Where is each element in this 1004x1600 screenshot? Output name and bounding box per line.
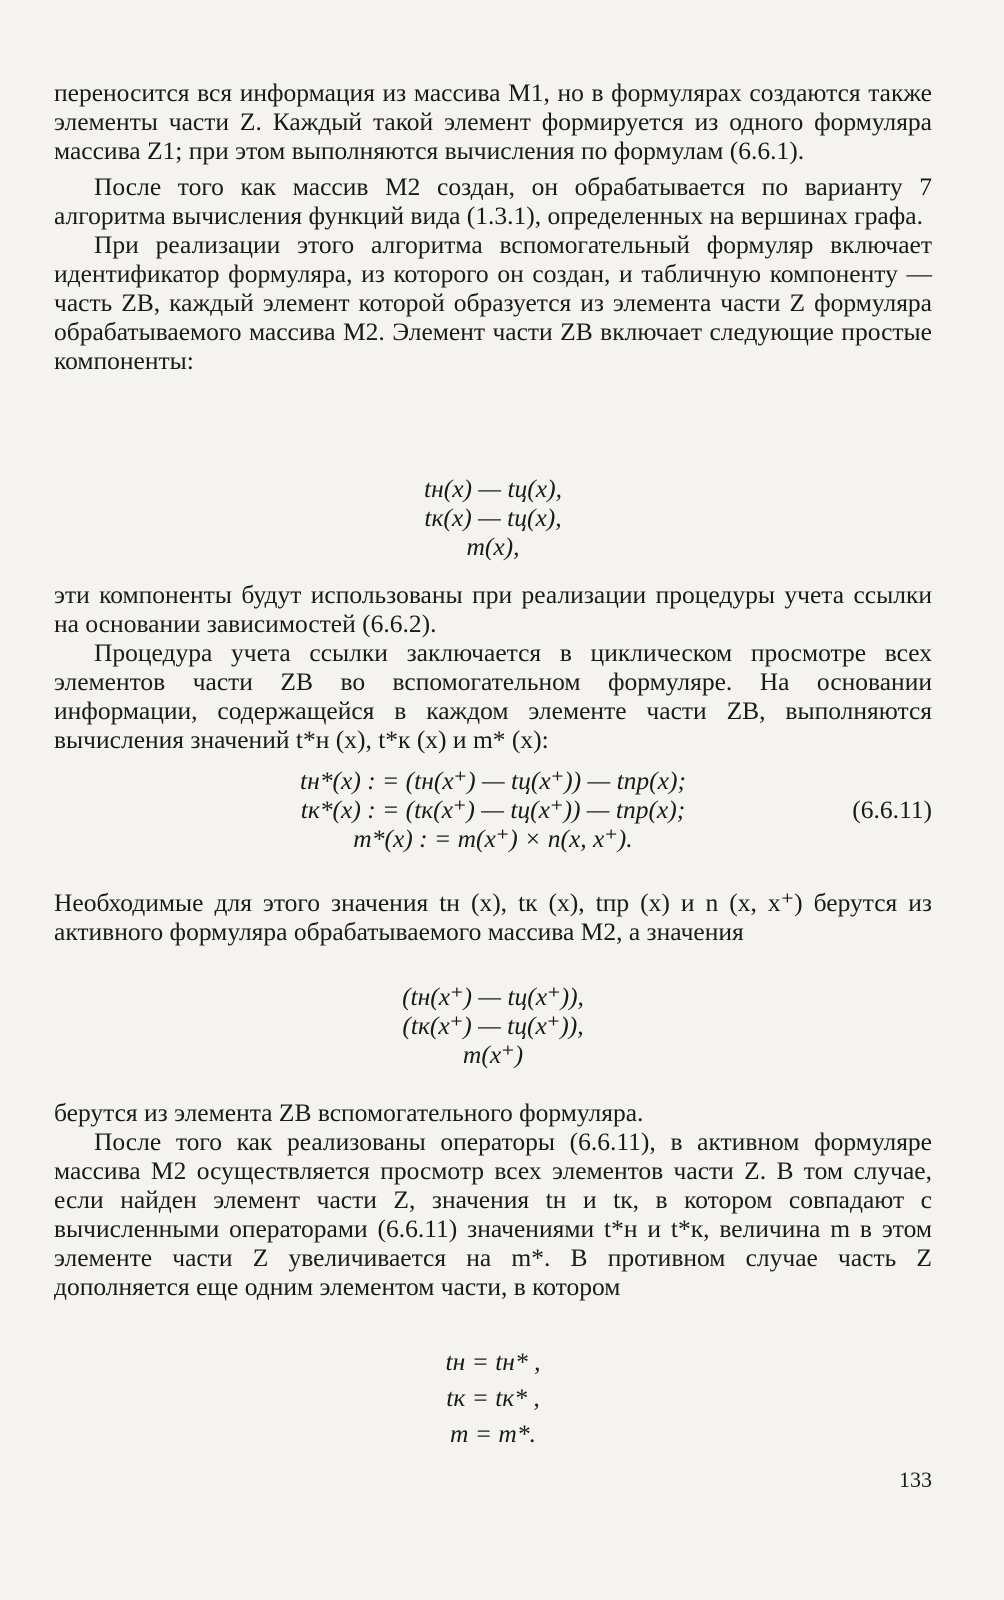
formula-line: (tн(x⁺) — tц(x⁺)), <box>402 982 584 1011</box>
paragraph-8: После того как реализованы операторы (6.6.11), в активном формуляре массива М2 осуществляется просмотр всех элементов части Z. В том случае, если найден элемент части Z, значения tн и tк, в котором совпадают с вычисленными операторами (6.6.11) значениями t*н и t*к, величина m в этом элементе части Z увеличивается на m*. В противном случае часть Z дополняется еще одним элементом части, в котором <box>54 1127 932 1301</box>
formula-line: tн(x) — tц(x), <box>424 474 562 503</box>
text-block-values <box>54 888 932 946</box>
formula-line: m(x⁺) <box>462 1040 524 1069</box>
formula-line: m(x), <box>466 532 520 561</box>
formula-block-2 <box>54 766 932 853</box>
formula-text: tк*(x) : = (tк(x⁺) — tц(x⁺)) — tпр(x); <box>300 795 686 824</box>
text-block-bottom <box>54 1098 932 1301</box>
formula-block-1 <box>54 474 932 561</box>
formula-block-3 <box>54 982 932 1069</box>
formula-line: m*(x) : = m(x⁺) × n(x, x⁺). <box>353 824 633 853</box>
page-number: 133 <box>899 1467 932 1492</box>
formula-line: tк = tк* , <box>446 1383 540 1412</box>
text-block-top <box>54 78 932 375</box>
paragraph-7: берутся из элемента ZB вспомогательного формуляра. <box>54 1098 644 1127</box>
paragraph-2: После того как массив М2 создан, он обрабатывается по варианту 7 алгоритма вычисления функций вида (1.3.1), определенных на вершинах графа. <box>54 172 932 230</box>
paragraph-5: Процедура учета ссылки заключается в циклическом просмотре всех элементов части ZB во вспомогательном формуляре. На основании информации, содержащейся в каждом элементе части ZB, выполняются вычисления значений t*н (x), t*к (x) и m* (x): <box>54 638 932 754</box>
paragraph-1: переносится вся информация из массива М1, но в формулярах создаются также элементы части Z. Каждый такой элемент формируется из одного формуляра массива Z1; при этом выполняются вычисления по формулам (6.6.1). <box>54 78 932 165</box>
formula-line-numbered <box>54 795 932 824</box>
formula-line: tк(x) — tц(x), <box>424 503 562 532</box>
paragraph-3: При реализации этого алгоритма вспомогательный формуляр включает идентификатор формуляра, из которого он создан, и табличную компоненту — часть ZB, каждый элемент которой образуется из элемента части Z формуляра обрабатываемого массива М2. Элемент части ZB включает следующие простые компоненты: <box>54 230 932 375</box>
paragraph-4: эти компоненты будут использованы при реализации процедуры учета ссылки на основании зависимостей (6.6.2). <box>54 580 932 638</box>
formula-line: (tк(x⁺) — tц(x⁺)), <box>402 1011 584 1040</box>
paragraph-6: Необходимые для этого значения tн (x), tк (x), tпр (x) и n (x, x⁺) берутся из активного формуляра обрабатываемого массива М2, а значения <box>54 888 932 946</box>
formula-line: tн*(x) : = (tн(x⁺) — tц(x⁺)) — tпр(x); <box>300 766 686 795</box>
equation-number: (6.6.11) <box>852 795 932 824</box>
text-block-middle <box>54 580 932 754</box>
formula-line: m = m*. <box>450 1419 536 1448</box>
formula-block-4 <box>54 1344 932 1452</box>
formula-line: tн = tн* , <box>445 1347 541 1376</box>
